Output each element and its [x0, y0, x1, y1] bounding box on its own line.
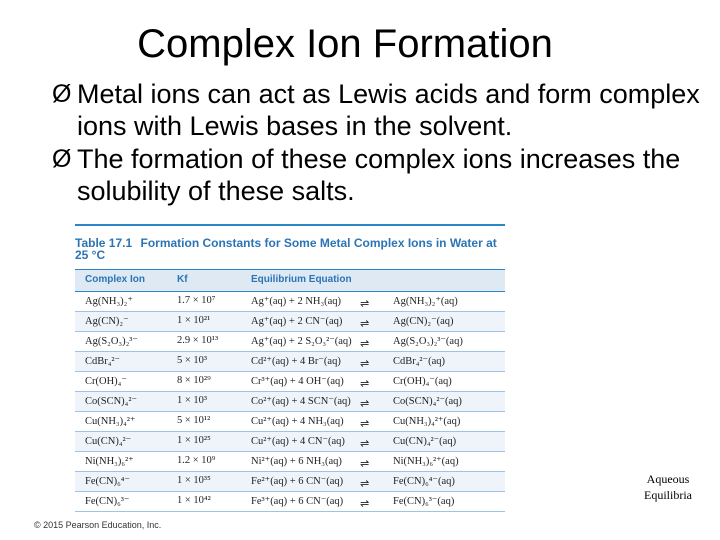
header-complex-ion: Complex Ion	[85, 274, 146, 285]
equilibrium-arrow-icon: ⇌	[360, 397, 369, 410]
cell-kf: 5 × 10¹²	[177, 415, 211, 426]
bullet-text: The formation of these complex ions increases the solubility of these salts.	[77, 144, 681, 206]
equilibrium-arrow-icon: ⇌	[360, 477, 369, 490]
formation-constants-table	[75, 224, 505, 510]
cell-reactants: Ni²⁺(aq) + 6 NH₃(aq)	[251, 456, 342, 467]
cell-product: Fe(CN)₆³⁻(aq)	[393, 496, 455, 507]
cell-kf: 8 × 10²⁹	[177, 375, 211, 386]
cell-kf: 2.9 × 10¹³	[177, 335, 219, 346]
cell-product: Ag(NH₃)₂⁺(aq)	[393, 296, 458, 307]
cell-reactants: Cr³⁺(aq) + 4 OH⁻(aq)	[251, 376, 344, 387]
equilibrium-arrow-icon: ⇌	[360, 377, 369, 390]
cell-reactants: Ag⁺(aq) + 2 NH₃(aq)	[251, 296, 342, 307]
equilibrium-arrow-icon: ⇌	[360, 437, 369, 450]
table-top-rule	[75, 224, 505, 226]
cell-product: Ag(CN)₂⁻(aq)	[393, 316, 454, 327]
table-row	[75, 292, 505, 312]
cell-product: Fe(CN)₆⁴⁻(aq)	[393, 476, 455, 487]
cell-reactants: Fe³⁺(aq) + 6 CN⁻(aq)	[251, 496, 344, 507]
table-row	[75, 452, 505, 472]
cell-product: Cr(OH)₄⁻(aq)	[393, 376, 452, 387]
table-header	[75, 269, 505, 292]
table-row	[75, 472, 505, 492]
table-number: Table 17.1	[75, 236, 133, 250]
table-row	[75, 492, 505, 512]
cell-product: Cu(NH₃)₄²⁺(aq)	[393, 416, 461, 427]
cell-complex-ion: CdBr₄²⁻	[85, 356, 121, 367]
equilibrium-arrow-icon: ⇌	[360, 417, 369, 430]
equilibrium-arrow-icon: ⇌	[360, 357, 369, 370]
table-body	[75, 292, 505, 512]
bullet-text: Metal ions can act as Lewis acids and form complex ions with Lewis bases in the solvent.	[77, 79, 700, 141]
table-row	[75, 332, 505, 352]
cell-complex-ion: Fe(CN)₆⁴⁻	[85, 476, 130, 487]
table-row	[75, 372, 505, 392]
equilibrium-arrow-icon: ⇌	[360, 297, 369, 310]
header-kf: Kf	[177, 274, 188, 285]
cell-complex-ion: Cu(CN)₄²⁻	[85, 436, 132, 447]
slide-title: Complex Ion Formation	[137, 22, 553, 66]
arrow-bullet-icon: Ø	[52, 145, 72, 173]
cell-complex-ion: Co(SCN)₄²⁻	[85, 396, 138, 407]
cell-complex-ion: Fe(CN)₆³⁻	[85, 496, 130, 507]
cell-product: Ni(NH₃)₆²⁺(aq)	[393, 456, 459, 467]
cell-product: Co(SCN)₄²⁻(aq)	[393, 396, 462, 407]
equilibrium-arrow-icon: ⇌	[360, 337, 369, 350]
table-caption-text: Formation Constants for Some Metal Complex Ions in Water at 25 °C	[75, 236, 497, 262]
table-row	[75, 432, 505, 452]
cell-product: CdBr₄²⁻(aq)	[393, 356, 446, 367]
cell-complex-ion: Ni(NH₃)₆²⁺	[85, 456, 134, 467]
bullet-list	[52, 78, 712, 208]
cell-reactants: Ag⁺(aq) + 2 CN⁻(aq)	[251, 316, 343, 327]
equilibrium-arrow-icon: ⇌	[360, 497, 369, 510]
cell-product: Cu(CN)₄²⁻(aq)	[393, 436, 457, 447]
cell-kf: 5 × 10³	[177, 355, 208, 366]
equilibrium-arrow-icon: ⇌	[360, 457, 369, 470]
header-equation: Equilibrium Equation	[251, 274, 352, 285]
cell-reactants: Cd²⁺(aq) + 4 Br⁻(aq)	[251, 356, 341, 367]
cell-kf: 1 × 10⁴²	[177, 495, 211, 506]
cell-reactants: Co²⁺(aq) + 4 SCN⁻(aq)	[251, 396, 351, 407]
cell-kf: 1 × 10³⁵	[177, 475, 211, 486]
bullet-item	[52, 78, 712, 142]
cell-kf: 1 × 10²⁵	[177, 435, 211, 446]
cell-complex-ion: Cr(OH)₄⁻	[85, 376, 127, 387]
table-caption	[75, 237, 505, 261]
cell-reactants: Fe²⁺(aq) + 6 CN⁻(aq)	[251, 476, 344, 487]
cell-kf: 1 × 10³	[177, 395, 208, 406]
cell-kf: 1.7 × 10⁷	[177, 295, 216, 306]
table-row	[75, 392, 505, 412]
arrow-bullet-icon: Ø	[52, 80, 72, 108]
bullet-item	[52, 143, 712, 207]
table-row	[75, 352, 505, 372]
cell-complex-ion: Cu(NH₃)₄²⁺	[85, 416, 136, 427]
equilibrium-arrow-icon: ⇌	[360, 317, 369, 330]
table-row	[75, 412, 505, 432]
cell-kf: 1 × 10²¹	[177, 315, 211, 326]
cell-reactants: Cu²⁺(aq) + 4 CN⁻(aq)	[251, 436, 345, 447]
cell-complex-ion: Ag(CN)₂⁻	[85, 316, 129, 327]
cell-complex-ion: Ag(S₂O₃)₂³⁻	[85, 336, 138, 347]
cell-complex-ion: Ag(NH₃)₂⁺	[85, 296, 133, 307]
cell-reactants: Cu²⁺(aq) + 4 NH₃(aq)	[251, 416, 344, 427]
footer-topic-tag: Aqueous Equilibria	[644, 472, 692, 502]
cell-kf: 1.2 × 10⁹	[177, 455, 216, 466]
copyright-notice: © 2015 Pearson Education, Inc.	[34, 520, 162, 530]
table-row	[75, 312, 505, 332]
cell-reactants: Ag⁺(aq) + 2 S₂O₃²⁻(aq)	[251, 336, 352, 347]
cell-product: Ag(S₂O₃)₂³⁻(aq)	[393, 336, 463, 347]
